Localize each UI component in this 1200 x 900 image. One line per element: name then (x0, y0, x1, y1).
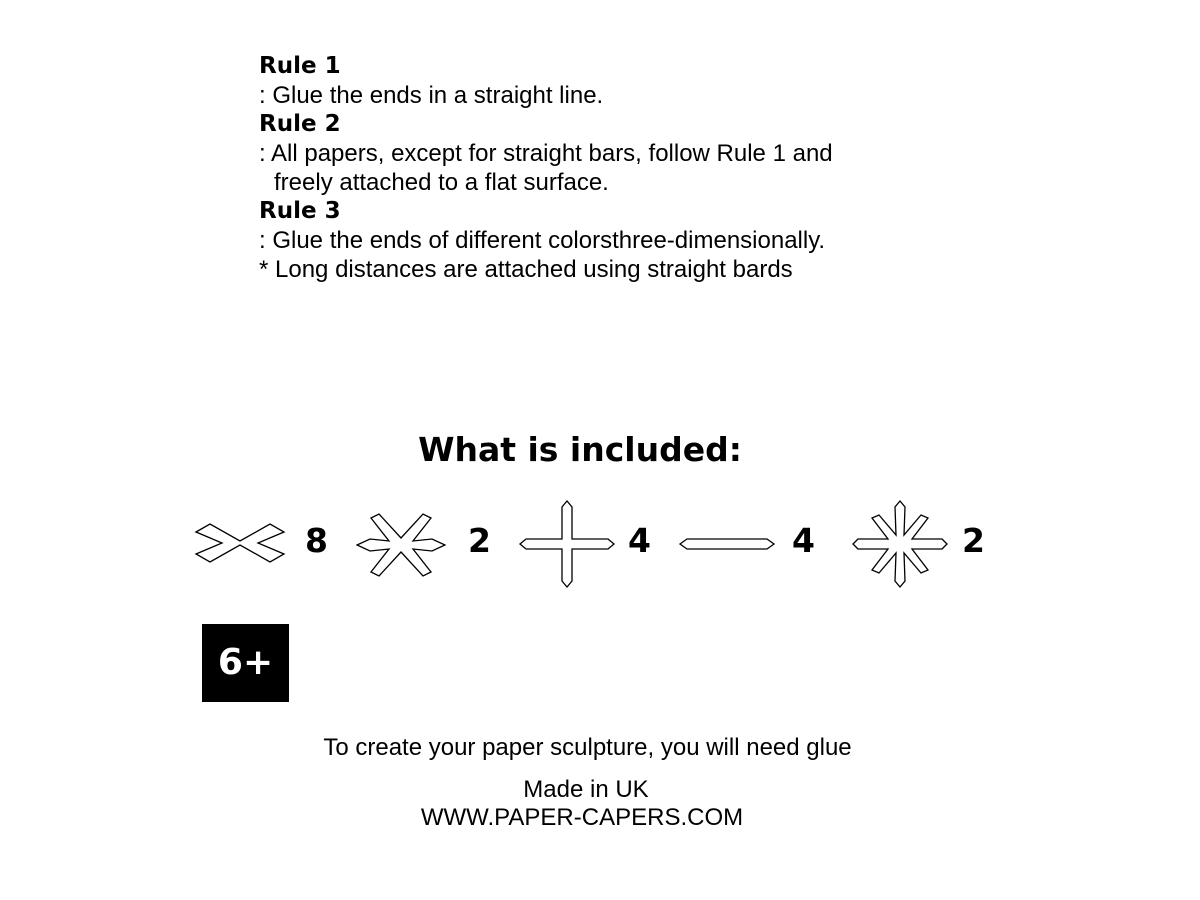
rule-2-text-continued: freely attached to a flat surface. (274, 169, 609, 196)
x-connector-count: 8 (305, 521, 328, 560)
rule-1-title: Rule 1 (259, 53, 341, 79)
six-point-star-icon (356, 510, 446, 580)
cross-connector-icon (518, 499, 616, 589)
rule-3-title: Rule 3 (259, 198, 341, 224)
straight-bar-icon (678, 535, 776, 553)
rule-1-text: : Glue the ends in a straight line. (259, 82, 604, 109)
eight-point-star-count: 2 (962, 521, 985, 560)
straight-bar-count: 4 (792, 521, 815, 560)
website-link[interactable]: WWW.PAPER-CAPERS.COM (420, 804, 744, 831)
cross-connector-count: 4 (628, 521, 651, 560)
age-badge: 6+ (202, 624, 289, 702)
rule-3-note: * Long distances are attached using straight bards (259, 256, 793, 283)
rule-3-text: : Glue the ends of different colorsthree-dimensionally. (259, 227, 826, 254)
rule-2-text: : All papers, except for straight bars, follow Rule 1 and (259, 140, 833, 167)
made-in-label: Made in UK (523, 776, 649, 803)
six-point-star-count: 2 (468, 521, 491, 560)
rules-section (259, 52, 979, 284)
rule-2-title: Rule 2 (259, 111, 341, 137)
included-heading: What is included: (418, 430, 742, 469)
glue-note: To create your paper sculpture, you will need glue (323, 734, 852, 761)
x-connector-icon (194, 520, 286, 566)
eight-point-star-icon (851, 499, 949, 589)
